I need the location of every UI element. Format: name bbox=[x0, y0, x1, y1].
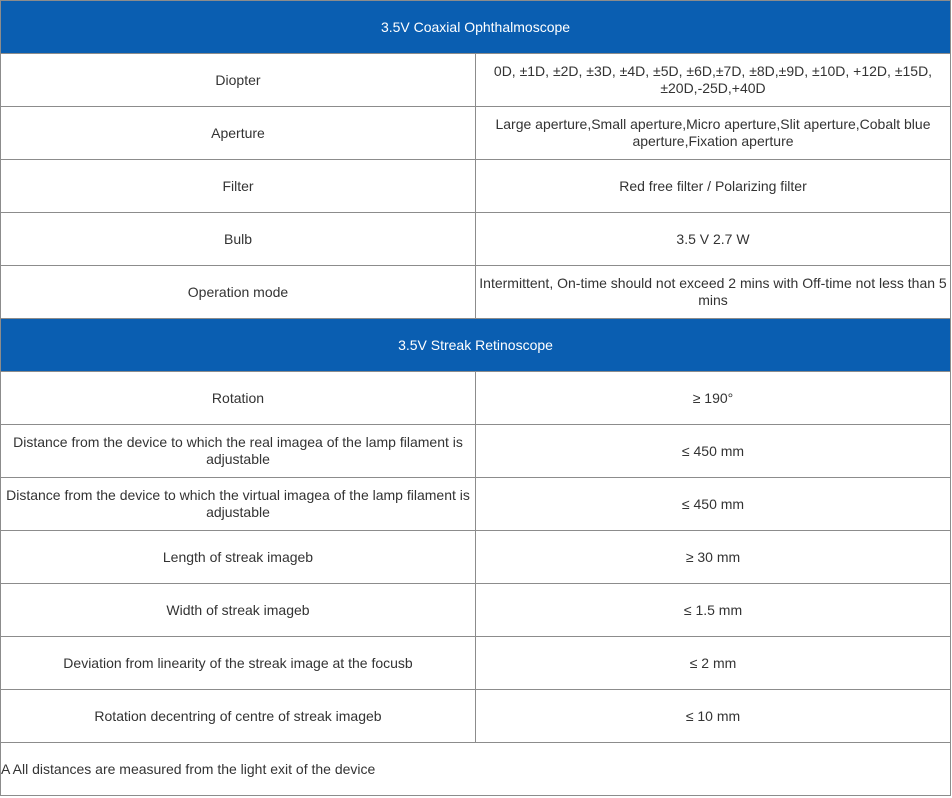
row-label: Diopter bbox=[1, 54, 476, 107]
footnote-row bbox=[1, 743, 951, 796]
row-label: Rotation bbox=[1, 372, 476, 425]
table-row bbox=[1, 160, 951, 213]
row-label: Deviation from linearity of the streak image at the focusb bbox=[1, 637, 476, 690]
table-row bbox=[1, 425, 951, 478]
table-row bbox=[1, 690, 951, 743]
table-row bbox=[1, 584, 951, 637]
footnote: A All distances are measured from the light exit of the device bbox=[1, 743, 951, 796]
row-value: ≤ 10 mm bbox=[476, 690, 951, 743]
table-row bbox=[1, 478, 951, 531]
section-header-row bbox=[1, 1, 951, 54]
row-value: Red free filter / Polarizing filter bbox=[476, 160, 951, 213]
row-value: ≤ 2 mm bbox=[476, 637, 951, 690]
row-value: Large aperture,Small aperture,Micro aperture,Slit aperture,Cobalt blue aperture,Fixation aperture bbox=[476, 107, 951, 160]
row-value: ≤ 450 mm bbox=[476, 425, 951, 478]
row-label: Bulb bbox=[1, 213, 476, 266]
row-label: Aperture bbox=[1, 107, 476, 160]
row-value: ≤ 450 mm bbox=[476, 478, 951, 531]
row-value: Intermittent, On-time should not exceed 2 mins with Off-time not less than 5 mins bbox=[476, 266, 951, 319]
section-title: 3.5V Streak Retinoscope bbox=[1, 319, 951, 372]
table-row bbox=[1, 107, 951, 160]
row-value: ≤ 1.5 mm bbox=[476, 584, 951, 637]
row-value: 3.5 V 2.7 W bbox=[476, 213, 951, 266]
row-label: Operation mode bbox=[1, 266, 476, 319]
row-value: 0D, ±1D, ±2D, ±3D, ±4D, ±5D, ±6D,±7D, ±8D,±9D, ±10D, +12D, ±15D, ±20D,-25D,+40D bbox=[476, 54, 951, 107]
table-row bbox=[1, 266, 951, 319]
row-label: Length of streak imageb bbox=[1, 531, 476, 584]
section-title: 3.5V Coaxial Ophthalmoscope bbox=[1, 1, 951, 54]
row-label: Distance from the device to which the virtual imagea of the lamp filament is adjustable bbox=[1, 478, 476, 531]
table-row bbox=[1, 531, 951, 584]
table-row bbox=[1, 637, 951, 690]
row-label: Rotation decentring of centre of streak imageb bbox=[1, 690, 476, 743]
table-row bbox=[1, 372, 951, 425]
row-label: Filter bbox=[1, 160, 476, 213]
row-label: Distance from the device to which the real imagea of the lamp filament is adjustable bbox=[1, 425, 476, 478]
section-header-row bbox=[1, 319, 951, 372]
row-value: ≥ 30 mm bbox=[476, 531, 951, 584]
table-row bbox=[1, 54, 951, 107]
table-row bbox=[1, 213, 951, 266]
row-value: ≥ 190° bbox=[476, 372, 951, 425]
row-label: Width of streak imageb bbox=[1, 584, 476, 637]
